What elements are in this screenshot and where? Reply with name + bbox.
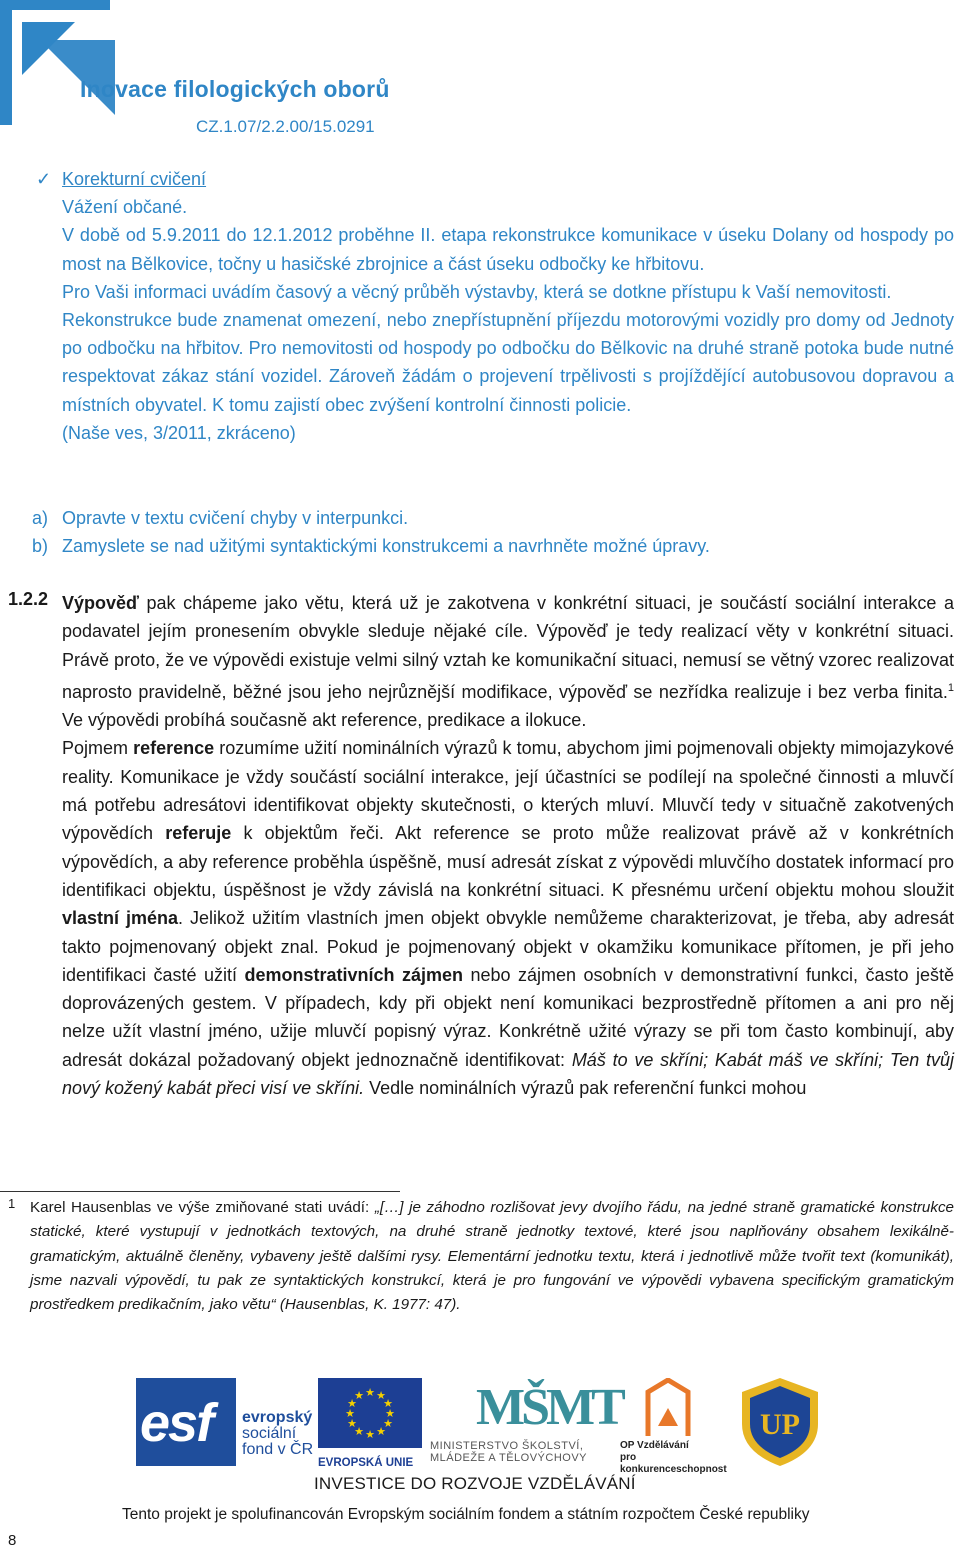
exercise-paragraph: Rekonstrukce bude znamenat omezení, nebo znepřístupnění příjezdu motorovými vozidly pro domy od Jednoty po odbočku na hřbitov. Pro nemovitosti od hospody po odbočku do Bělkovic na druhé straně potoka bude nutné respektovat zákaz stání vozidel. Zároveň žádám o projevení trpělivosti s projíždějící autobusovou dopravou a místních obyvatel. K tomu zajistí obec zvýšení kontrolní činnosti policie. [62, 310, 954, 415]
exercise-heading: Korekturní cvičení [62, 169, 207, 189]
svg-text:★: ★ [385, 1407, 395, 1420]
svg-text:★: ★ [365, 1386, 375, 1399]
task-item: Zamyslete se nad užitými syntaktickými konstrukcemi a navrhněte možné úpravy. [62, 536, 710, 557]
section-number: 1.2.2 [8, 589, 49, 609]
svg-text:★: ★ [376, 1425, 386, 1438]
footnote-ref: 1 [947, 681, 954, 694]
up-logo [738, 1376, 822, 1468]
up-shield-icon [738, 1376, 822, 1468]
example-text: Máš to ve skříni; Kabát máš ve skříni; Ten tvůj nový kožený kabát přeci visí ve skříni. [62, 1049, 954, 1099]
footnote-number: 1 [8, 1196, 16, 1211]
eu-flag-logo: ★ ★ ★ ★ ★ ★ ★ ★ ★ ★ ★ ★ EVROPSKÁ UNIE [318, 1378, 422, 1468]
exercise-source: (Naše ves, 3/2011, zkráceno) [62, 422, 296, 443]
footnote-rule [0, 1191, 400, 1192]
task-item: Opravte v textu cvičení chyby v interpunkci. [62, 508, 409, 528]
section-body [62, 589, 954, 1102]
term: vlastní jména [62, 908, 179, 929]
op-vk-logo: OP Vzdělávání pro konkurenceschopnost [616, 1378, 736, 1468]
svg-text:UP: UP [760, 1408, 800, 1441]
svg-text:★: ★ [347, 1417, 357, 1430]
term: demonstrativních zájmen [244, 964, 464, 985]
corner-decoration [0, 0, 120, 125]
investice-label: INVESTICE DO ROZVOJE VZDĚLÁVÁNÍ [314, 1474, 636, 1493]
svg-text:★: ★ [383, 1417, 393, 1430]
op-arrows-icon [638, 1378, 698, 1442]
svg-text:★: ★ [354, 1425, 364, 1438]
svg-text:★: ★ [376, 1389, 386, 1402]
header-title: Inovace filologických oborů [80, 76, 390, 102]
exercise-block [36, 165, 954, 447]
term: reference [133, 738, 215, 759]
svg-text:★: ★ [347, 1397, 357, 1410]
funding-note: Tento projekt je spolufinancován Evropským sociálním fondem a státním rozpočtem České republiky [122, 1506, 810, 1523]
svg-text:★: ★ [383, 1397, 393, 1410]
page-number: 8 [8, 1532, 17, 1549]
term: referuje [165, 823, 232, 844]
footnote-text: Karel Hausenblas ve výše zmiňované stati uvádí: „[…] je záhodno rozlišovat jevy dvojího řádu, na jedné straně gramatické konstrukce statické, které vystupují v jednotkách textových, na druhé straně jednotky textové, které jsou naplňovány obsahem lexikálně-gramatickým, aktuálně členěny, vybaveny ještě dalšími rysy. Elementární jednotku textu, která i jednotlivě může tvořit text (komunikát), jsme nazvali výpovědí, tu pak ze syntaktických konstrukcí, která je pro fungování ve výpovědi vybavena specifickým gramatickým prostředkem predikačním, jako větu“ (Hausenblas, K. 1977: 47). [30, 1199, 954, 1314]
body-paragraph: Výpověď pak chápeme jako větu, která už je zakotvena v konkrétní situaci, je součástí sociální interakce a podavatel jejím pronesením obvykle sleduje nějaké cíle. Výpověď je tedy realizací věty v konkrétní situaci. Právě proto, že ve výpovědi existuje velmi silný vztah ke komunikační situaci, nemusí se větný vzorec realizovat naprosto pravidelně, běžné jsou jeho nejrůznější modifikace, výpověď se nezřídka realizuje i bez verba finita.$^1$ Ve výpovědi probíhá současně akt reference, predikace a ilokuce. [62, 593, 954, 731]
svg-text:★: ★ [354, 1389, 364, 1402]
task-label: a) [32, 508, 49, 528]
body-paragraph: Pojmem reference rozumíme užití nominálních výrazů k tomu, abychom jimi pojmenovali objekty mimojazykové reality. Komunikace je vždy součástí sociální interakce, její účastníci se podílejí na společné činnosti a mluvčí má potřebu adresátovi identifikovat objekty skutečnosti, o kterých mluví. Mluvčí tedy v situačně zakotvených výpovědích referuje k objektům řeči. Akt reference se proto může realizovat právě až v konkrétních výpovědích, a aby reference proběhla úspěšně, musí adresát získat z výpovědi mluvčího dostatek informací pro identifikaci objektu, úspěšnost je vždy závislá na konkrétní situaci. K přesnému určení objektu mohou sloužit vlastní jména. Jelikož užitím vlastních jmen objekt obvykle nemůžeme charakterizovat, je třeba, aby adresát takto pojmenovaný objekt znal. Pokud je pojmenovaný objekt v okamžiku komunikace přítomen, je při jeho identifikaci časté užití demonstrativních zájmen nebo zájmen osobních v demonstrativní funkci, často ještě doprovázených gestem. V případech, kdy při objekt není komunikaci bezprostředně přítomen a ani pro něj nelze užít vlastní jméno, užije mluvčí popisný výraz. Konkrétně užité výrazy se při tom často kombinují, aby adresát dokázal požadovaný objekt jednoznačně identifikovat: Máš to ve skříni; Kabát máš ve skříni; Ten tvůj nový kožený kabát přeci visí ve skříni. Vedle nominálních výrazů pak referenční funkci mohou [62, 738, 955, 1099]
exercise-paragraph: Pro Vaši informaci uvádím časový a věcný průběh výstavby, která se dotkne přístupu k Vaší nemovitosti. [62, 281, 892, 302]
task-label: b) [32, 536, 49, 557]
project-code: CZ.1.07/2.2.00/15.0291 [196, 117, 375, 136]
term: Výpověď [62, 593, 139, 613]
svg-text:★: ★ [345, 1407, 355, 1420]
exercise-paragraph: V době od 5.9.2011 do 12.1.2012 proběhne II. etapa rekonstrukce komunikace v úseku Dolany od hospody po most na Bělkovice, točny u hasičské zbrojnice a část úseku odbočky ke hřbitovu. [62, 225, 954, 274]
checkmark-icon: ✓ [36, 169, 52, 189]
esf-logo: esf evropský sociální fond v ČR [136, 1378, 316, 1468]
task-list [32, 504, 710, 560]
svg-text:★: ★ [365, 1428, 375, 1441]
msmt-logo: MŠMT MINISTERSTVO ŠKOLSTVÍ, MLÁDEŽE A TĚLOVÝCHOVY [430, 1379, 622, 1464]
exercise-greeting: Vážení občané. [62, 197, 188, 218]
eu-flag-icon [318, 1378, 422, 1448]
